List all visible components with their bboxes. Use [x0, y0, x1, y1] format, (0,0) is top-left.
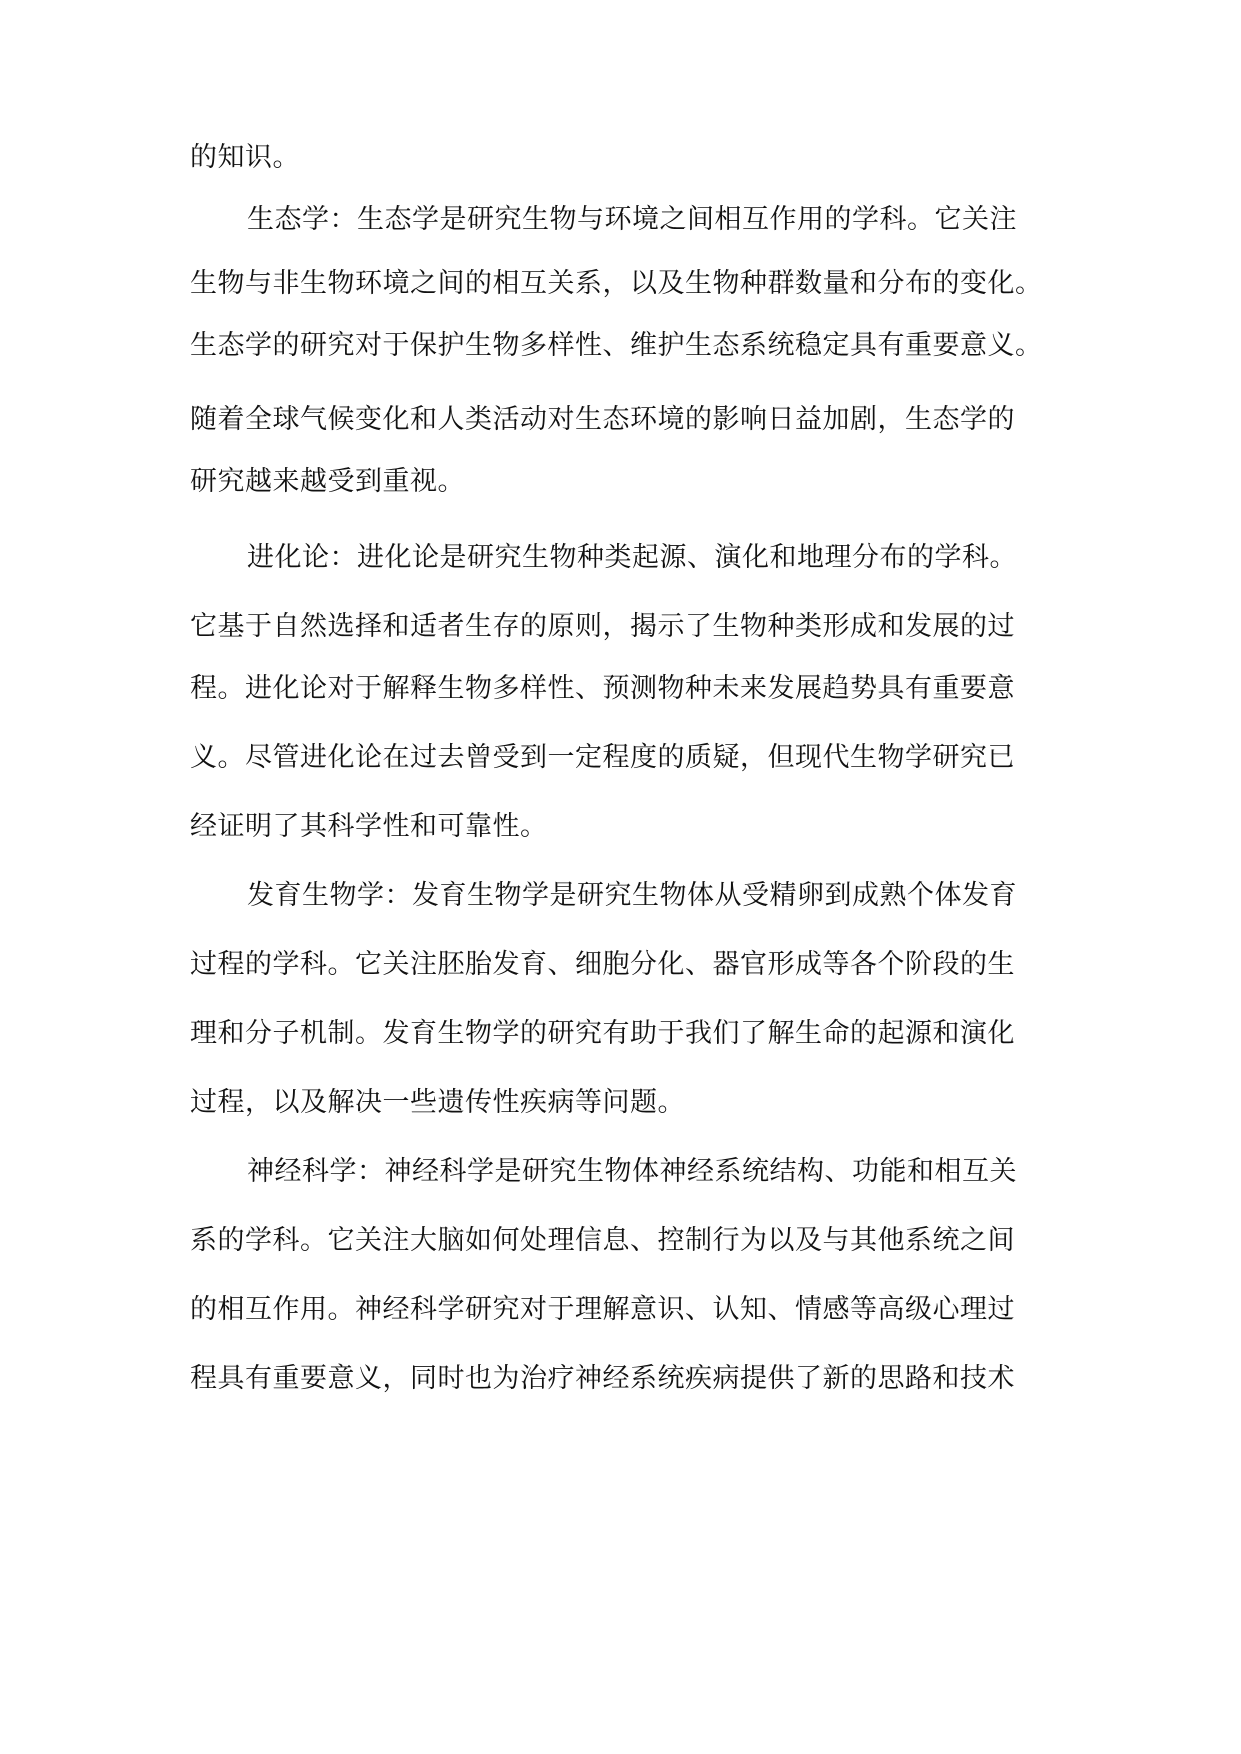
- text-line: 理和分子机制。发育生物学的研究有助于我们了解生命的起源和演化: [190, 1018, 1015, 1049]
- text-line: 经证明了其科学性和可靠性。: [190, 811, 548, 842]
- text-line: 义。尽管进化论在过去曾受到一定程度的质疑，但现代生物学研究已: [190, 742, 1015, 773]
- text-line: 随着全球气候变化和人类活动对生态环境的影响日益加剧，生态学的: [190, 404, 1015, 435]
- text-line: 研究越来越受到重视。: [190, 466, 465, 497]
- paragraph-evolution-first-line: 进化论：进化论是研究生物种类起源、演化和地理分布的学科。: [247, 542, 1017, 573]
- text-line: 程。进化论对于解释生物多样性、预测物种未来发展趋势具有重要意: [190, 673, 1015, 704]
- text-line: 生态学的研究对于保护生物多样性、维护生态系统稳定具有重要意义。: [190, 330, 1043, 361]
- paragraph-neuroscience-first-line: 神经科学：神经科学是研究生物体神经系统结构、功能和相互关: [247, 1156, 1017, 1187]
- text-line: 的知识。: [190, 142, 300, 173]
- text-line: 生物与非生物环境之间的相互关系，以及生物种群数量和分布的变化。: [190, 268, 1043, 299]
- text-line: 程具有重要意义，同时也为治疗神经系统疾病提供了新的思路和技术: [190, 1363, 1015, 1394]
- text-line: 的相互作用。神经科学研究对于理解意识、认知、情感等高级心理过: [190, 1294, 1015, 1325]
- text-line: 过程，以及解决一些遗传性疾病等问题。: [190, 1087, 685, 1118]
- text-line: 它基于自然选择和适者生存的原则，揭示了生物种类形成和发展的过: [190, 611, 1015, 642]
- paragraph-developmental-biology-first-line: 发育生物学：发育生物学是研究生物体从受精卵到成熟个体发育: [247, 880, 1017, 911]
- text-line: 过程的学科。它关注胚胎发育、细胞分化、器官形成等各个阶段的生: [190, 949, 1015, 980]
- paragraph-ecology-first-line: 生态学：生态学是研究生物与环境之间相互作用的学科。它关注: [247, 204, 1017, 235]
- text-line: 系的学科。它关注大脑如何处理信息、控制行为以及与其他系统之间: [190, 1225, 1015, 1256]
